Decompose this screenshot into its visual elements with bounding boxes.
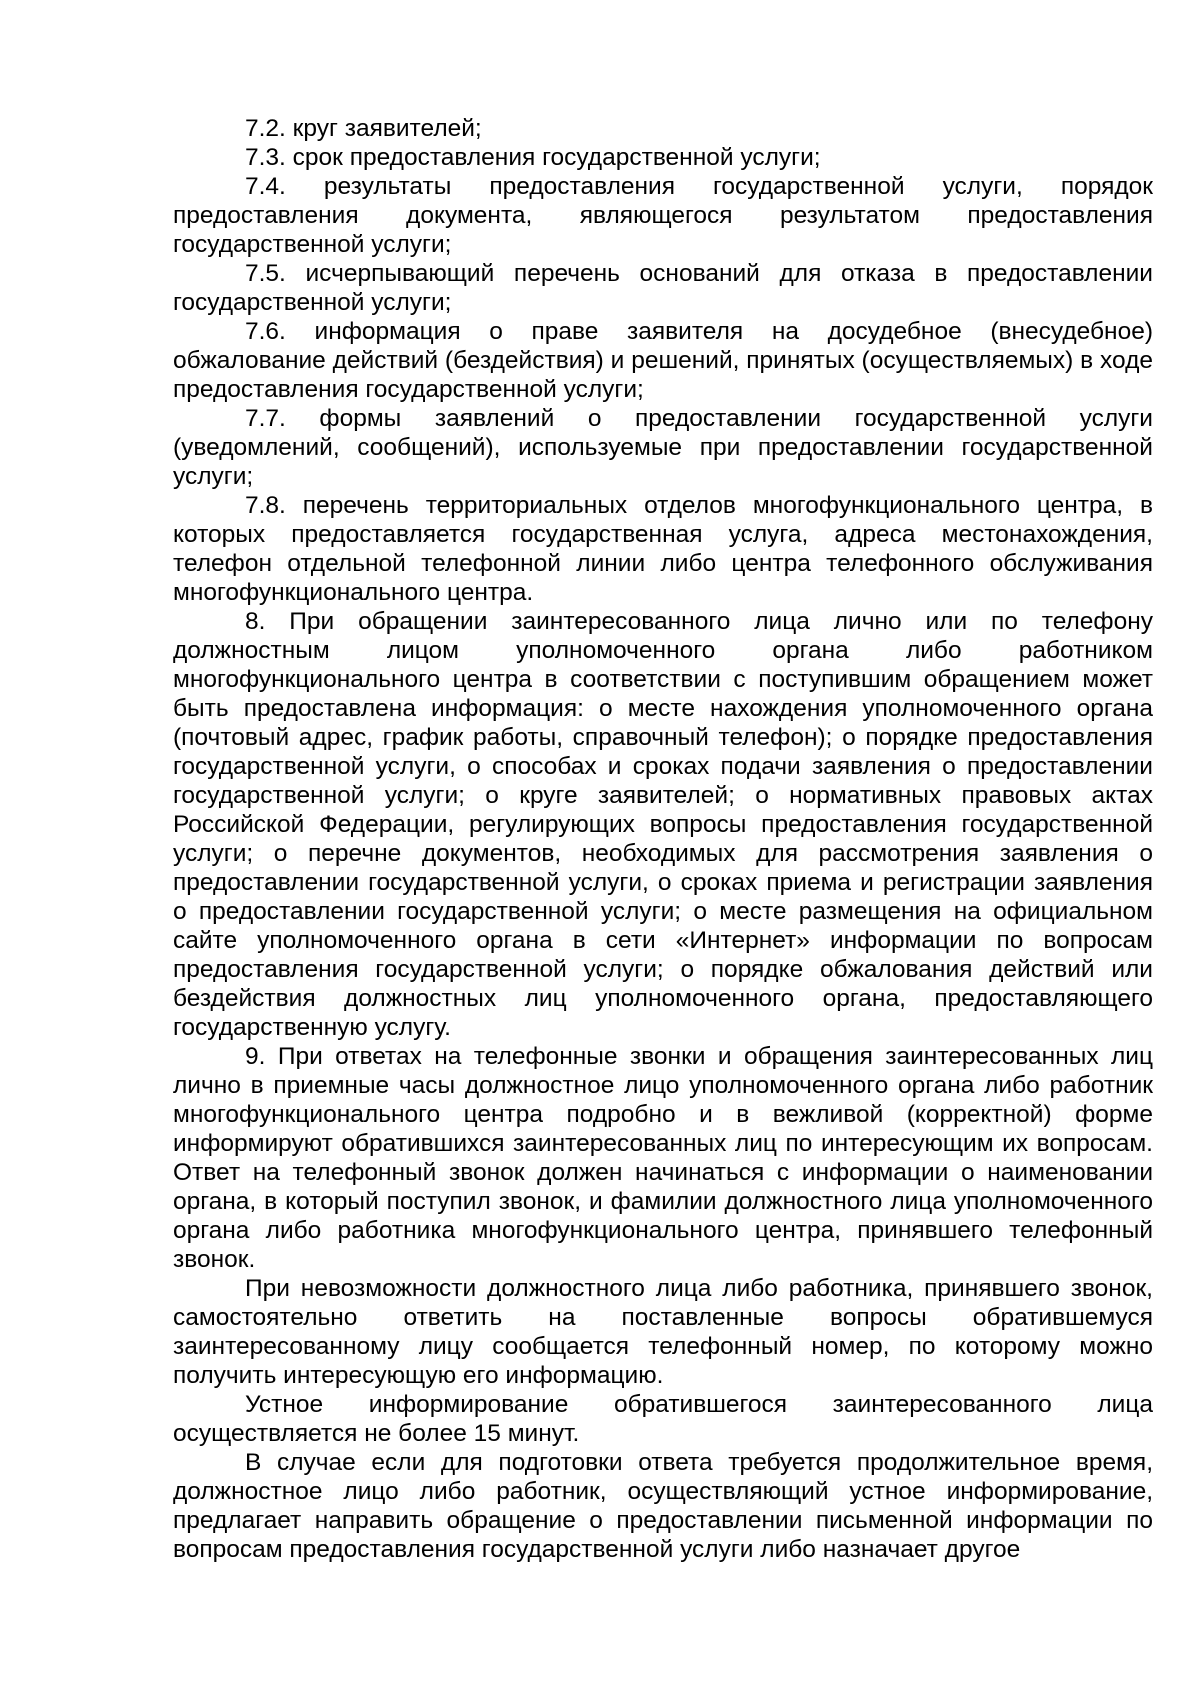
paragraph-9-unavailable-answer: При невозможности должностного лица либо работника, принявшего звонок, самостоятельно ответить на поставленные вопросы обратившемуся заинтересованному лицу сообщается телефонный номер, по которому можно получить интересующую его информацию. [173,1275,1153,1389]
paragraph-7-8: 7.8. перечень территориальных отделов многофункционального центра, в которых предоставляется государственная услуга, адреса местонахождения, телефон отдельной телефонной линии либо центра телефонного обслуживания многофункционального центра. [173,492,1153,606]
paragraph-8: 8. При обращении заинтересованного лица лично или по телефону должностным лицом уполномоченного органа либо работником многофункционального центра в соответствии с поступившим обращением может быть предоставлена информация: о месте нахождения уполномоченного органа (почтовый адрес, график работы, справочный телефон); о порядке предоставления государственной услуги, о способах и сроках подачи заявления о предоставлении государственной услуги; о круге заявителей; о нормативных правовых актах Российской Федерации, регулирующих вопросы предоставления государственной услуги; о перечне документов, необходимых для рассмотрения заявления о предоставлении государственной услуги, о сроках приема и регистрации заявления о предоставлении государственной услуги; о месте размещения на официальном сайте уполномоченного органа в сети «Интернет» информации по вопросам предоставления государственной услуги; о порядке обжалования действий или бездействия должностных лиц уполномоченного органа, предоставляющего государственную услугу. [173,608,1153,1041]
paragraph-9-duration: Устное информирование обратившегося заинтересованного лица осуществляется не более 15 минут. [173,1391,1153,1447]
document-page [173,114,1153,1564]
paragraph-7-3: 7.3. срок предоставления государственной услуги; [245,144,821,171]
paragraph-7-2: 7.2. круг заявителей; [245,115,482,142]
paragraph-7-6: 7.6. информация о праве заявителя на досудебное (внесудебное) обжалование действий (бездействия) и решений, принятых (осуществляемых) в ходе предоставления государственной услуги; [173,318,1153,403]
paragraph-7-7: 7.7. формы заявлений о предоставлении государственной услуги (уведомлений, сообщений), используемые при предоставлении государственной услуги; [173,405,1153,490]
paragraph-9-long-answer: В случае если для подготовки ответа требуется продолжительное время, должностное лицо либо работник, осуществляющий устное информирование, предлагает направить обращение о предоставлении письменной информации по вопросам предоставления государственной услуги либо назначает другое [173,1449,1153,1563]
paragraph-7-5: 7.5. исчерпывающий перечень оснований для отказа в предоставлении государственной услуги; [173,260,1153,316]
paragraph-7-4: 7.4. результаты предоставления государственной услуги, порядок предоставления документа, являющегося результатом предоставления государственной услуги; [173,173,1153,258]
paragraph-9: 9. При ответах на телефонные звонки и обращения заинтересованных лиц лично в приемные часы должностное лицо уполномоченного органа либо работник многофункционального центра подробно и в вежливой (корректной) форме информируют обратившихся заинтересованных лиц по интересующим их вопросам. Ответ на телефонный звонок должен начинаться с информации о наименовании органа, в который поступил звонок, и фамилии должностного лица уполномоченного органа либо работника многофункционального центра, принявшего телефонный звонок. [173,1043,1153,1273]
